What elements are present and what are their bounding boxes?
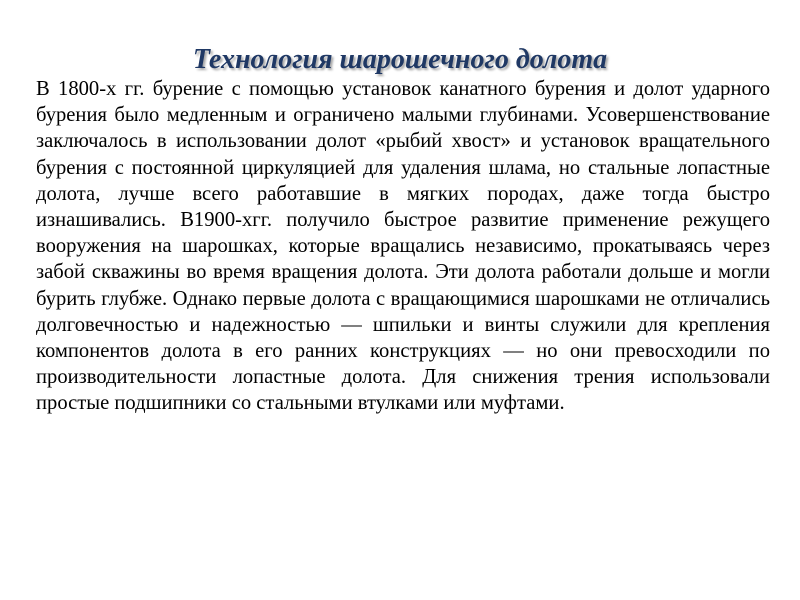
slide-body-text: В 1800-х гг. бурение с помощью установок канатного бурения и долот ударного бурения было медленным и ограничено малыми глубинами. Усовершенствование заключалось в использовании долот «рыбий хвост» и установок вращательного бурения с постоянной циркуляцией для удаления шлама, но стальные лопастные долота, лучше всего работавшие в мягких породах, даже тогда быстро изнашивались. В1900-хгг. получило быстрое развитие применение режущего вооружения на шарошках, которые вращались независимо, прокатываясь через забой скважины во время вращения долота. Эти долота работали дольше и могли бурить глубже. Однако первые долота с вращающимися шарошками не отличались долговечностью и надежностью — шпильки и винты служили для крепления компонентов долота в его ранних конструкциях — но они превосходили по производительности лопастные долота. Для снижения трения использовали простые подшипники со стальными втулками или муфтами.	[36, 78, 770, 415]
slide-title: Технология шарошечного долота	[192, 44, 608, 75]
